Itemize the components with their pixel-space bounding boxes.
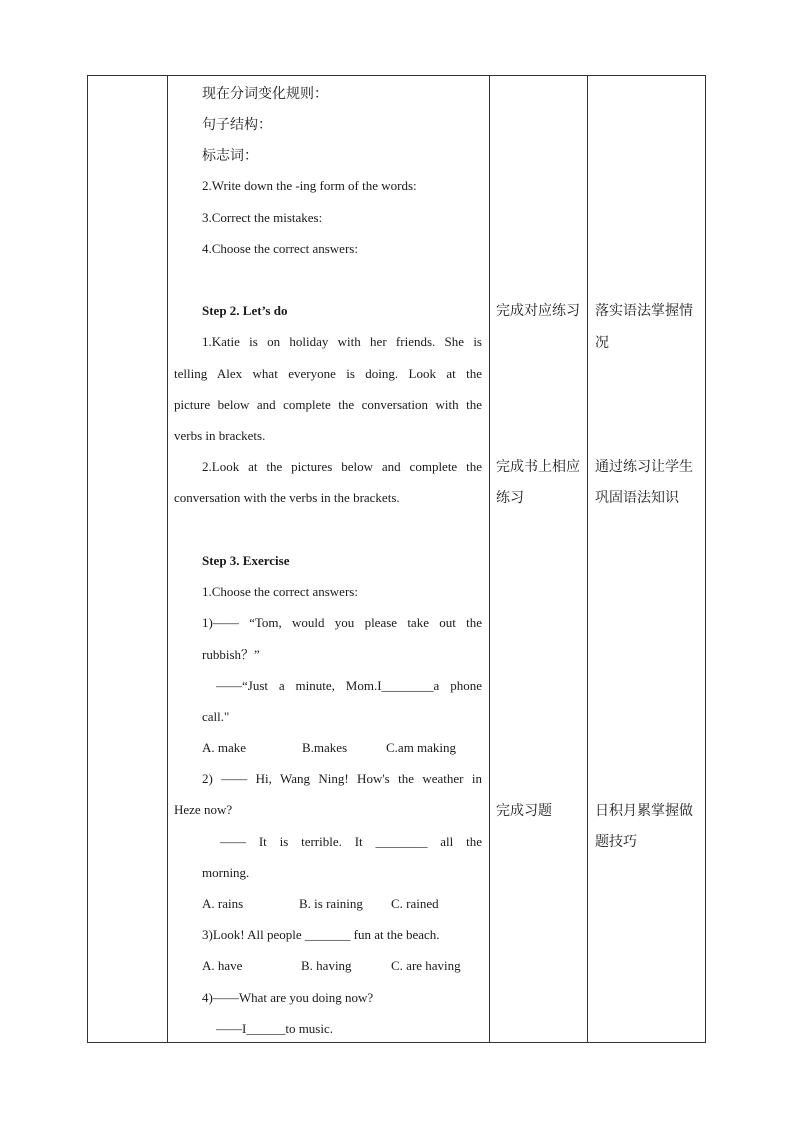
q4-line: 4)——What are you doing now?	[202, 990, 374, 1005]
structure-title: 句子结构：	[202, 117, 272, 133]
option: C.am making	[386, 740, 457, 755]
step2-item2-line: 2.Look at the pictures below and complete the	[202, 459, 482, 474]
q2-line: Heze now?	[174, 802, 233, 817]
student-activity-cell	[490, 76, 587, 1042]
step2-item1-line: telling Alex what everyone is doing. Look at the	[174, 366, 482, 381]
q2-line: —— It is terrible. It ________ all the	[220, 834, 482, 849]
intent-1: 落实语法掌握情	[595, 303, 693, 319]
q1-line: ——“Just a minute, Mom.I________a phone	[216, 678, 482, 693]
step2-item1-line: 1.Katie is on holiday with her friends. She is	[202, 334, 482, 349]
q3-options	[202, 958, 461, 974]
rules-title: 现在分词变化规则：	[202, 86, 328, 102]
step2-item2-line: conversation with the verbs in the brackets.	[174, 490, 400, 505]
intent-2: 通过练习让学生	[595, 459, 693, 475]
option: B.makes	[302, 740, 348, 755]
intent-2: 巩固语法知识	[595, 490, 679, 506]
q1-line: rubbish？”	[202, 647, 260, 662]
option: A. make	[202, 740, 247, 755]
q2-line: 2) —— Hi, Wang Ning! How's the weather in	[202, 771, 482, 786]
task-3: 3.Correct the mistakes:	[202, 210, 323, 225]
step3-title: Step 3. Exercise	[202, 553, 290, 568]
option: C. are having	[391, 958, 461, 973]
q1-options	[202, 740, 456, 756]
option: A. have	[202, 958, 243, 973]
signal-words-title: 标志词：	[202, 148, 258, 164]
activity-3: 完成习题	[496, 803, 552, 819]
option: B. having	[301, 958, 352, 973]
teaching-content-cell	[168, 76, 489, 1042]
activity-1: 完成对应练习	[496, 303, 580, 319]
task-4: 4.Choose the correct answers:	[202, 241, 358, 256]
activity-2: 练习	[496, 490, 524, 506]
option: A. rains	[202, 896, 244, 911]
step2-item1-line: picture below and complete the conversation with the	[174, 397, 482, 412]
q2-options	[202, 896, 439, 912]
option: B. is raining	[299, 896, 363, 911]
intent-3: 日积月累掌握做	[595, 803, 693, 819]
design-intent-cell	[588, 76, 706, 1042]
step2-title: Step 2. Let’s do	[202, 303, 288, 318]
option: C. rained	[391, 896, 439, 911]
q4-line: ——I______to music.	[216, 1021, 333, 1036]
task-2: 2.Write down the -ing form of the words:	[202, 178, 417, 193]
activity-2: 完成书上相应	[496, 459, 580, 475]
q1-line: 1)—— “Tom, would you please take out the	[202, 615, 482, 630]
q1-line: call."	[202, 709, 230, 724]
intent-1: 况	[595, 335, 609, 351]
lesson-plan-table	[87, 75, 706, 1043]
step2-item1-line: verbs in brackets.	[174, 428, 266, 443]
q2-line: morning.	[202, 865, 250, 880]
step3-intro: 1.Choose the correct answers:	[202, 584, 358, 599]
q3-line: 3)Look! All people _______ fun at the beach.	[202, 927, 440, 942]
intent-3: 题技巧	[595, 834, 637, 850]
